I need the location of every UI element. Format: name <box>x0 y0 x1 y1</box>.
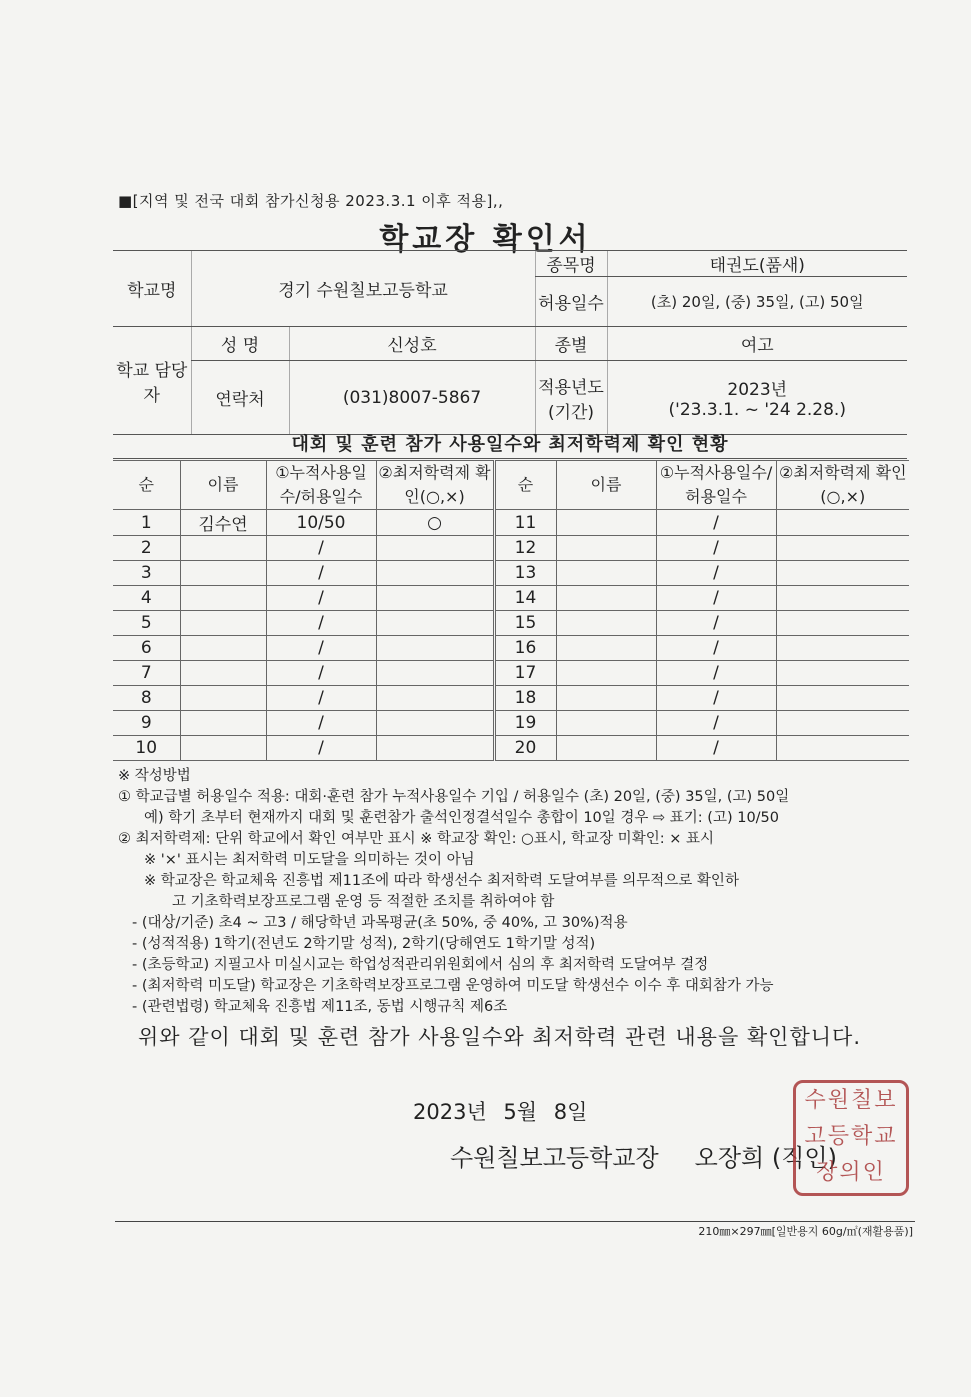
cell-name <box>180 686 266 711</box>
contact-label: 연락처 <box>191 361 289 435</box>
guide-line: - (관련법령) 학교체육 진흥법 제11조, 동법 시행규칙 제6조 <box>132 999 508 1015</box>
cell-days: / <box>656 686 776 711</box>
cell-name <box>556 561 656 586</box>
cell-check <box>376 636 494 661</box>
cell-name: 김수연 <box>180 510 266 536</box>
cell-check <box>776 510 909 536</box>
cell-days: / <box>266 611 376 636</box>
cell-days: / <box>266 536 376 561</box>
cell-days: / <box>656 586 776 611</box>
allowed-days-value: (초) 20일, (중) 35일, (고) 50일 <box>607 277 907 327</box>
cell-days: / <box>266 711 376 736</box>
guide-line: ① 학교급별 허용일수 적용: 대회·훈련 참가 누적사용일수 기입 / 허용일수 (초) 20일, (중) 35일, (고) 50일 <box>118 789 790 805</box>
cell-check <box>376 561 494 586</box>
cell-days: / <box>266 636 376 661</box>
cell-name <box>180 561 266 586</box>
cell-check <box>776 736 909 761</box>
cell-name <box>556 661 656 686</box>
cell-no: 7 <box>113 661 180 686</box>
cell-check <box>376 736 494 761</box>
cell-check <box>776 536 909 561</box>
cell-no: 6 <box>113 636 180 661</box>
table-row <box>113 611 909 636</box>
period-label: 적용년도 (기간) <box>535 361 607 435</box>
status-table <box>113 460 909 761</box>
school-name-value: 경기 수원칠보고등학교 <box>191 251 535 327</box>
cell-check <box>776 586 909 611</box>
sport-value: 태권도(품새) <box>607 251 907 277</box>
cell-name <box>556 636 656 661</box>
header-no: 순 <box>113 461 180 510</box>
cell-check <box>376 536 494 561</box>
status-header-row <box>113 461 909 510</box>
cell-no: 11 <box>494 510 556 536</box>
manager-label: 학교 담당자 <box>113 327 191 435</box>
cell-name <box>556 736 656 761</box>
cell-days: / <box>656 711 776 736</box>
table-row <box>113 736 909 761</box>
header-no: 순 <box>494 461 556 510</box>
cell-check <box>376 661 494 686</box>
cell-days: / <box>266 586 376 611</box>
guide-line: - (성적적용) 1학기(전년도 2학기말 성적), 2학기(당해연도 1학기말 성적) <box>132 936 596 952</box>
cell-name <box>180 636 266 661</box>
cell-days: / <box>656 510 776 536</box>
cell-days: / <box>266 561 376 586</box>
name-label: 성 명 <box>191 327 289 361</box>
cell-no: 9 <box>113 711 180 736</box>
cell-days: / <box>656 661 776 686</box>
header-check: ②최저학력제 확인(○,×) <box>376 461 494 510</box>
issue-date: 2023년 5월 8일 <box>413 1100 588 1124</box>
header-note: ■[지역 및 전국 대회 참가신청용 2023.3.1 이후 적용],, <box>118 192 504 210</box>
cell-name <box>556 586 656 611</box>
document-title: 학교장 확인서 <box>379 222 592 257</box>
cell-name <box>556 536 656 561</box>
cell-name <box>180 586 266 611</box>
cell-no: 1 <box>113 510 180 536</box>
table-row <box>113 661 909 686</box>
cell-no: 3 <box>113 561 180 586</box>
school-name-label: 학교명 <box>113 251 191 327</box>
cell-no: 15 <box>494 611 556 636</box>
cell-days: / <box>656 636 776 661</box>
guide-line: ※ '×' 표시는 최저학력 미도달을 의미하는 것이 아님 <box>144 852 475 868</box>
signer-title: 수원칠보고등학교장 <box>450 1144 659 1172</box>
cell-days: / <box>656 736 776 761</box>
cell-check <box>776 711 909 736</box>
cell-name <box>180 711 266 736</box>
cell-no: 13 <box>494 561 556 586</box>
cell-check <box>776 686 909 711</box>
cell-no: 8 <box>113 686 180 711</box>
cell-check <box>376 586 494 611</box>
official-seal: 수원칠보 고등학교 장의인 <box>793 1080 909 1196</box>
cell-no: 14 <box>494 586 556 611</box>
guide-line: 고 기초학력보장프로그램 운영 등 적절한 조치를 취하여야 함 <box>172 894 555 910</box>
cell-no: 4 <box>113 586 180 611</box>
cell-days: / <box>656 536 776 561</box>
paper-spec: 210㎜×297㎜[일반용지 60g/㎡(재활용품)] <box>698 1225 913 1238</box>
cell-no: 10 <box>113 736 180 761</box>
table-row <box>113 686 909 711</box>
cell-no: 20 <box>494 736 556 761</box>
cell-name <box>556 711 656 736</box>
signer-name: 오장희 (직인) <box>694 1144 837 1172</box>
cell-no: 16 <box>494 636 556 661</box>
footer-divider <box>115 1221 915 1222</box>
cell-check <box>376 686 494 711</box>
name-value: 신성호 <box>289 327 535 361</box>
sport-label: 종목명 <box>535 251 607 277</box>
guide-line: ※ 학교장은 학교체육 진흥법 제11조에 따라 학생선수 최저학력 도달여부를 의무적으로 확인하 <box>144 873 739 889</box>
cell-days: / <box>266 661 376 686</box>
cell-no: 5 <box>113 611 180 636</box>
writing-guide <box>118 766 918 1018</box>
cell-no: 17 <box>494 661 556 686</box>
cell-days: / <box>266 736 376 761</box>
header-check: ②최저학력제 확인(○,×) <box>776 461 909 510</box>
cell-days: 10/50 <box>266 510 376 536</box>
header-days: ①누적사용일수/허용일수 <box>656 461 776 510</box>
cell-name <box>556 611 656 636</box>
header-name: 이름 <box>180 461 266 510</box>
guide-line: - (최저학력 미도달) 학교장은 기초학력보장프로그램 운영하여 미도달 학생선수 이수 후 대회참가 가능 <box>132 978 774 994</box>
cell-name <box>180 536 266 561</box>
cell-name <box>180 736 266 761</box>
school-info-table <box>113 250 907 435</box>
period-value <box>607 361 907 435</box>
header-days: ①누적사용일수/허용일수 <box>266 461 376 510</box>
table-row <box>113 711 909 736</box>
cell-no: 18 <box>494 686 556 711</box>
cell-name <box>180 661 266 686</box>
period-year: 2023년 <box>727 380 788 400</box>
cell-check <box>376 711 494 736</box>
guide-line: ※ 작성방법 <box>118 768 191 784</box>
cell-name <box>556 510 656 536</box>
cell-check <box>776 636 909 661</box>
cell-name <box>180 611 266 636</box>
table-row <box>113 636 909 661</box>
guide-line: - (대상/기준) 초4 ~ 고3 / 해당학년 과목평균(초 50%, 중 40%, 고 30%)적용 <box>132 915 628 931</box>
table-row <box>113 510 909 536</box>
cell-days: / <box>656 561 776 586</box>
cell-check <box>376 611 494 636</box>
allowed-days-label: 허용일수 <box>535 277 607 327</box>
cell-no: 2 <box>113 536 180 561</box>
table-row <box>113 561 909 586</box>
guide-line: - (초등학교) 지필고사 미실시교는 학업성적관리위원회에서 심의 후 최저학력 도달여부 결정 <box>132 957 709 973</box>
table-row <box>113 586 909 611</box>
cell-days: / <box>266 686 376 711</box>
cell-check <box>776 661 909 686</box>
status-title: 대회 및 훈련 참가 사용일수와 최저학력제 확인 현황 <box>113 432 907 459</box>
cell-no: 19 <box>494 711 556 736</box>
cell-check <box>776 611 909 636</box>
signer <box>450 1138 837 1173</box>
cell-no: 12 <box>494 536 556 561</box>
contact-value: (031)8007-5867 <box>289 361 535 435</box>
cell-days: / <box>656 611 776 636</box>
period-range: ('23.3.1. ~ '24 2.28.) <box>668 400 846 420</box>
guide-line: ② 최저학력제: 단위 학교에서 확인 여부만 표시 ※ 학교장 확인: ○표시, 학교장 미확인: × 표시 <box>118 831 714 847</box>
confirmation-text: 위와 같이 대회 및 훈련 참가 사용일수와 최저학력 관련 내용을 확인합니다. <box>138 1025 862 1049</box>
cell-check <box>776 561 909 586</box>
cell-name <box>556 686 656 711</box>
cell-check: ○ <box>376 510 494 536</box>
table-row <box>113 536 909 561</box>
gender-value: 여고 <box>607 327 907 361</box>
header-name: 이름 <box>556 461 656 510</box>
gender-label: 종별 <box>535 327 607 361</box>
guide-line: 예) 학기 초부터 현재까지 대회 및 훈련참가 출석인정결석일수 총합이 10일 경우 ⇨ 표기: (고) 10/50 <box>144 810 780 826</box>
